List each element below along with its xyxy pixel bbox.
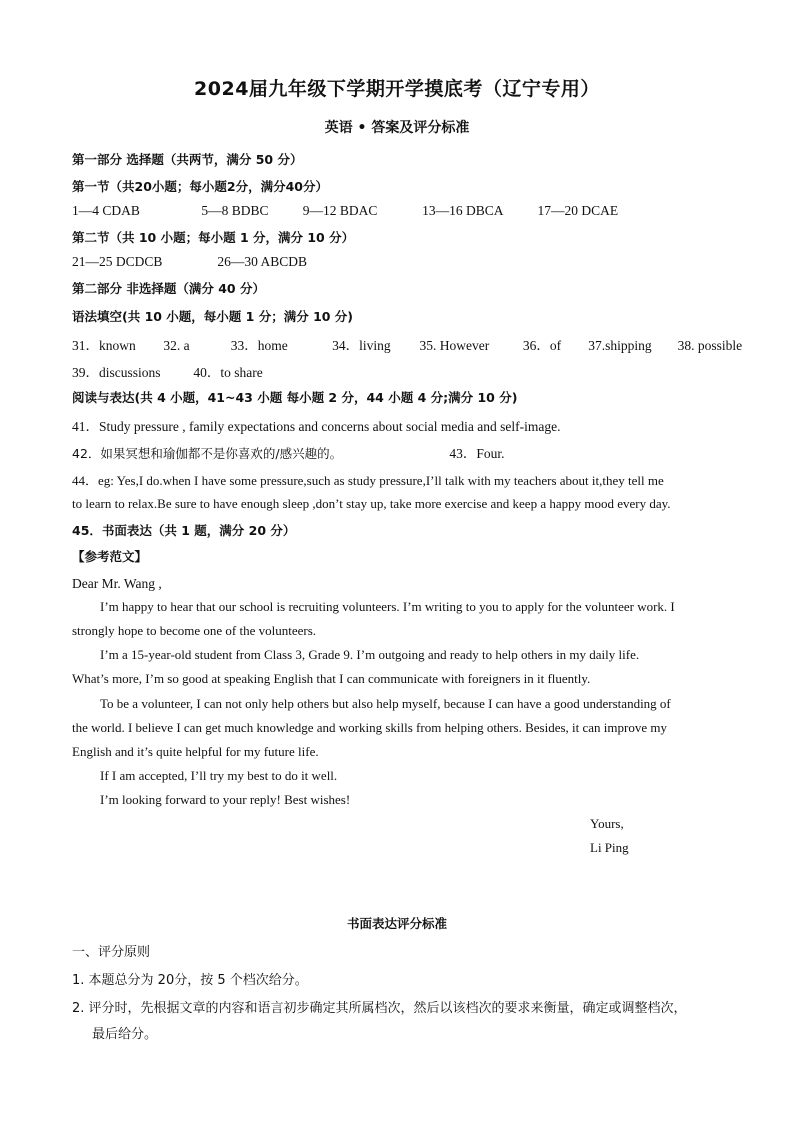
- reading-heading: 阅读与表达(共 4 小题，41~43 小题 每小题 2 分，44 小题 4 分;满分 10 分): [72, 390, 518, 405]
- answer-group: 17—20 DCAE: [537, 203, 619, 218]
- part1-heading: 第一部分 选择题（共两节，满分 50 分）: [72, 152, 303, 167]
- grammar-answer: 39．discussions: [72, 365, 161, 380]
- section1-answers: [72, 203, 618, 219]
- essay-signature: Li Ping: [590, 840, 629, 855]
- grammar-answer: 31．known: [72, 338, 136, 353]
- answer-group: 26—30 ABCDB: [217, 254, 308, 269]
- section1-heading: 第一节（共20小题；每小题2分，满分40分）: [72, 179, 328, 194]
- essay-paragraph-3-line2: the world. I believe I can get much knowledge and working skills from helping others. Besides, it can improve my: [72, 720, 667, 735]
- reading-answer-42: 42．如果冥想和瑜伽都不是你喜欢的/感兴趣的。: [72, 446, 343, 461]
- grammar-heading: 语法填空(共 10 小题，每小题 1 分；满分 10 分): [72, 309, 354, 324]
- grammar-answer: 32. a: [163, 338, 190, 353]
- reading-answer-42-43: [72, 442, 505, 462]
- reading-answer-41: 41．Study pressure , family expectations and concerns about social media and self-image.: [72, 419, 561, 434]
- essay-paragraph-2-line2: What’s more, I’m so good at speaking English that I can communicate with foreigners in it fluently.: [72, 671, 591, 686]
- essay-paragraph-1-line2: strongly hope to become one of the volunteers.: [72, 623, 317, 638]
- sample-essay-label: 【参考范文】: [72, 549, 148, 564]
- essay-paragraph-1-line1: I’m happy to hear that our school is recruiting volunteers. I’m writing to you to apply for the volunteer work. I: [100, 599, 675, 614]
- scoring-item-1: 1. 本题总分为 20分，按 5 个档次给分。: [72, 973, 308, 988]
- essay-paragraph-3-line3: English and it’s quite helpful for my future life.: [72, 744, 319, 759]
- grammar-answers-row1: [72, 334, 742, 354]
- reading-answer-44-line2: to learn to relax.Be sure to have enough sleep ,don’t stay up, take more exercise and keep a happy mood every day.: [72, 496, 671, 511]
- scoring-item-2-line1: 2. 评分时，先根据文章的内容和语言初步确定其所属档次，然后以该档次的要求来衡量，确定或调整档次，: [72, 1001, 687, 1016]
- answer-group: 21—25 DCDCB: [72, 254, 163, 269]
- essay-paragraph-5: I’m looking forward to your reply! Best wishes!: [100, 792, 351, 807]
- answer-group: 13—16 DBCA: [422, 203, 504, 218]
- scoring-principle-heading: 一、评分原则: [72, 945, 151, 960]
- scoring-item-2-line2: 最后给分。: [92, 1027, 158, 1042]
- reading-answer-44-line1: 44．eg: Yes,I do.when I have some pressure,such as study pressure,I’ll talk with my teachers about it,they tell me: [72, 473, 664, 488]
- page-title: 2024届九年级下学期开学摸底考（辽宁专用）: [194, 78, 600, 100]
- essay-paragraph-2-line1: I’m a 15-year-old student from Class 3, Grade 9. I’m outgoing and ready to help others in my daily life.: [100, 647, 640, 662]
- essay-salutation: Dear Mr. Wang ,: [72, 576, 162, 591]
- grammar-answer: 37.shipping: [588, 338, 652, 353]
- grammar-answer: 34．living: [332, 338, 391, 353]
- answer-group: 1—4 CDAB: [72, 203, 140, 218]
- section2-answers: [72, 254, 307, 270]
- reading-answer-43: 43．Four.: [449, 446, 505, 461]
- part2-heading: 第二部分 非选择题（满分 40 分）: [72, 281, 265, 296]
- scoring-heading: 书面表达评分标准: [346, 916, 447, 931]
- grammar-answer: 36．of: [522, 338, 562, 353]
- grammar-answers-row2: [72, 361, 263, 381]
- grammar-answer: 35. However: [419, 338, 490, 353]
- grammar-answer: 33．home: [230, 338, 288, 353]
- grammar-answer: 38. possible: [677, 338, 743, 353]
- grammar-answer: 40．to share: [193, 365, 263, 380]
- essay-closing: Yours,: [590, 816, 624, 831]
- writing-heading: 45．书面表达（共 1 题，满分 20 分）: [72, 523, 296, 538]
- answer-group: 5—8 BDBC: [201, 203, 269, 218]
- answer-group: 9—12 BDAC: [302, 203, 378, 218]
- section2-heading: 第二节（共 10 小题；每小题 1 分，满分 10 分）: [72, 230, 355, 245]
- essay-paragraph-4: If I am accepted, I’ll try my best to do it well.: [100, 768, 338, 783]
- essay-paragraph-3-line1: To be a volunteer, I can not only help others but also help myself, because I can have a good understanding of: [100, 696, 671, 711]
- page-subtitle: 英语 • 答案及评分标准: [324, 120, 470, 136]
